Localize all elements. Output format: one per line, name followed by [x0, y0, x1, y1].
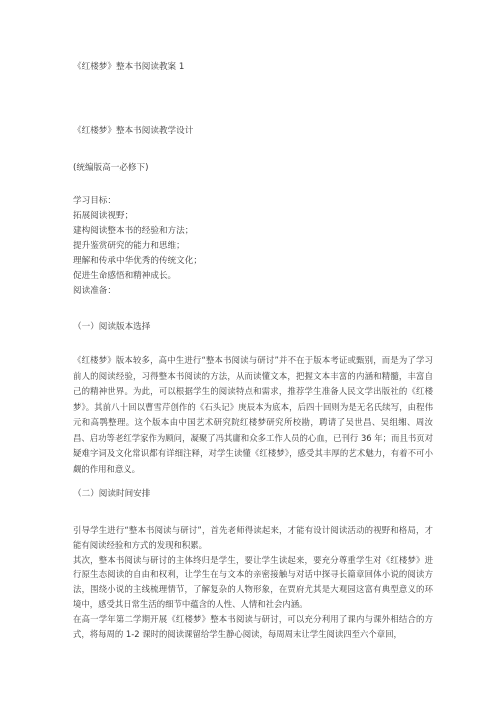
paragraph: 《红楼梦》版本较多，高中生进行“整本书阅读与研讨”并不在于版本考证或甄别，而是为了学习前人的阅读经验，习得整本书阅读的方法，从而读懂文本，把握文本丰富的内涵和精髓，丰富自己的精神世界。为此，可以根据学生的阅读特点和需求，推荐学生准备人民文学出版社的《红楼梦》。其前八十回以曹雪芹创作的《石头记》庚辰本为底本，后四十回则为是无名氏续写，由程伟元和高鹗整理。这个版本由中国艺术研究院红楼梦研究所校勘，聘请了吴世昌、吴组缃、周汝昌、启功等老红学家作为顾问，凝聚了冯其庸和众多工作人员的心血，已刊行 36 年；而且书页对疑难字词及文化常识都有详细注释，对学生读懂《红楼梦》，感受其丰厚的艺术魅力，有着不可小觑的作用和意义。 [73, 355, 433, 474]
document-heading: 《红楼梦》整本书阅读教学设计 [73, 126, 194, 136]
objective-item: 促进生命感悟和精神成长。 [73, 271, 177, 281]
section-body-schedule [73, 523, 433, 641]
objective-item: 建构阅读整本书的经验和方法； [73, 226, 194, 236]
objective-item: 理解和传承中华优秀的传统文化； [73, 256, 202, 266]
section-title-schedule: （二）阅读时间安排 [73, 489, 151, 499]
objectives-title: 学习目标： [73, 196, 116, 206]
paragraph: 引导学生进行“整本书阅读与研讨”，首先老师得读起来，才能有设计阅读活动的视野和格局，才能有阅读经验和方式的发现和积累。 [73, 525, 433, 550]
objective-item: 提升鉴赏研究的能力和思维； [73, 241, 185, 251]
section-body-version [73, 353, 433, 477]
paragraph: 在高一学年第二学期开展《红楼梦》整本书阅读与研讨，可以充分利用了课内与课外相结合的方式，将每周的 1-2 课时的阅读课留给学生静心阅读，每周周末让学生阅读四至六个章回， [73, 613, 433, 639]
document-title: 《红楼梦》整本书阅读教案 1 [73, 62, 185, 72]
preparation-title: 阅读准备： [73, 286, 116, 296]
edition-note: (统编版高一必修下) [73, 163, 149, 173]
objective-item: 拓展阅读视野； [73, 211, 134, 221]
paragraph: 其次，整本书阅读与研讨的主体终归是学生，要让学生读起来，要充分尊重学生对《红楼梦》进行原生态阅读的自由和权利，让学生在与文本的亲密接触与对话中探寻长篇章回体小说的阅读方法，围绕小说的主线梳理情节，了解复杂的人物形象，在贾府尤其是大观园这富有典型意义的环境中，感受其日常生活的细节中蕴含的人性、人情和社会内涵。 [73, 554, 433, 609]
section-title-version: （一）阅读版本选择 [73, 322, 151, 332]
